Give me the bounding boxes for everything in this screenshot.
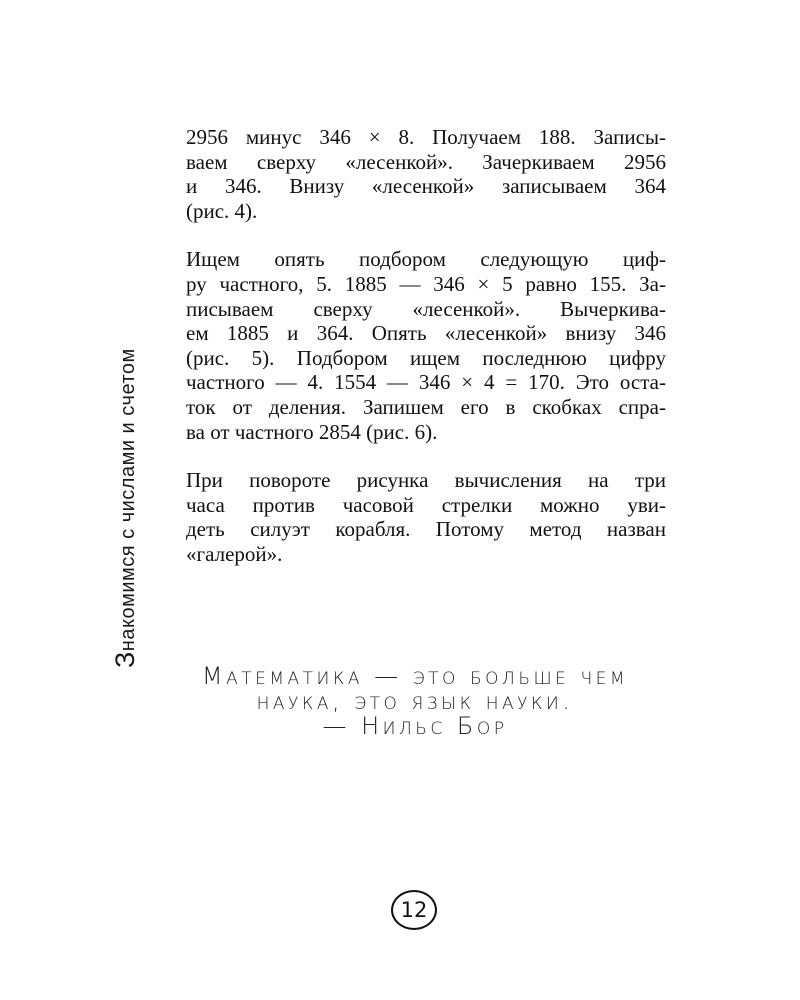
paragraph-2 — [186, 247, 666, 444]
text-line: часа против часовой стрелки можно уви- — [186, 492, 666, 517]
quote-attribution: — Нильс Бор — [322, 712, 508, 740]
text-line: ваем сверху «лесенкой». Зачеркиваем 2956 — [186, 149, 666, 174]
text-line: деть силуэт корабля. Потому метод назван — [186, 517, 666, 542]
text-line: и 346. Внизу «лесенкой» записываем 364 — [186, 174, 666, 199]
paragraph-1 — [186, 125, 666, 223]
text-line: (рис. 4). — [186, 198, 258, 223]
running-head-vertical — [112, 348, 139, 668]
paragraph-3 — [186, 468, 666, 566]
text-line: (рис. 5). Подбором ищем последнюю цифру — [186, 345, 666, 370]
text-line: писываем сверху «лесенкой». Вычеркива- — [186, 296, 666, 321]
text-line: ток от деления. Запишем его в скобках спра- — [186, 394, 666, 419]
running-head-initial: З — [110, 651, 140, 668]
text-line: 2956 минус 346 × 8. Получаем 188. Записы- — [186, 125, 666, 149]
text-line: ва от частного 2854 (рис. 6). — [186, 419, 438, 444]
text-line: При повороте рисунка вычисления на три — [186, 468, 666, 493]
running-head-text: накомимся с числами и счетом — [117, 348, 139, 652]
text-line: частного — 4. 1554 — 346 × 4 = 170. Это оста- — [186, 370, 666, 395]
quote-line: наука, это язык науки. — [256, 687, 574, 715]
main-text — [186, 125, 666, 591]
text-line: Ищем опять подбором следующую циф- — [186, 247, 666, 272]
page-number-badge — [391, 890, 437, 930]
text-line: ем 1885 и 364. Опять «лесенкой» внизу 346 — [186, 321, 666, 346]
epigraph-quote — [160, 664, 670, 739]
text-line: «галерой». — [186, 541, 283, 566]
text-line: ру частного, 5. 1885 — 346 × 5 равно 155. За- — [186, 271, 666, 296]
page-number: 12 — [400, 898, 428, 922]
quote-line: Математика — это больше чем — [201, 662, 629, 690]
